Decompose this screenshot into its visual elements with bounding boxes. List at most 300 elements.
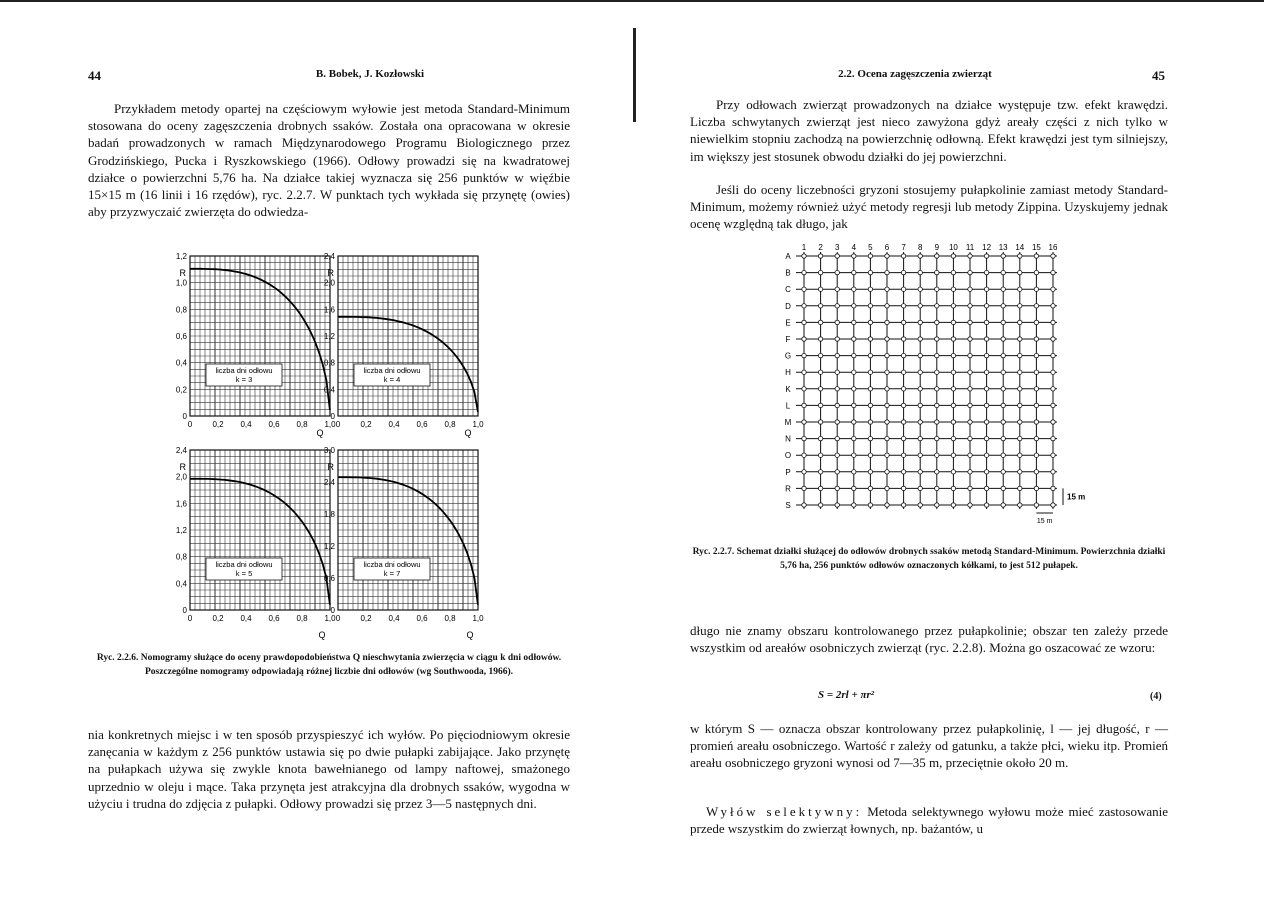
trap-point — [901, 453, 905, 457]
grid-column-label: 16 — [1048, 243, 1058, 252]
x-tick-label: 1,0 — [324, 614, 336, 623]
trap-point — [1018, 270, 1022, 274]
trap-point — [802, 287, 806, 291]
left-paragraph-1: Przykładem metody opartej na częściowym wyłowie jest metoda Standard-Minimum stosowana do oceny zagęszczenia drobnych ssaków. Została ona opracowana w okresie badań prowadzonych w ramach Międzynarodowego Programu Biologicznego przez Grodzińskiego, Pucka i Ryszkowskiego (1966). Odłowy prowadzi się na kwadratowej działce o powierzchni 5,76 ha. Na działce takiej wyznacza się 256 punktów w więźbie 15×15 m (16 linii i 16 rzędów), ryc. 2.2.7. W punktach tych wykłada się przynętę (owies) aby przyzwyczaić zwierzęta do odwiedza- — [88, 101, 570, 220]
grid-row-label: D — [785, 301, 791, 311]
trap-point — [968, 337, 972, 341]
book-spine — [633, 28, 636, 122]
trap-point — [852, 353, 856, 357]
trap-point — [951, 420, 955, 424]
trap-point — [968, 403, 972, 407]
paragraph-5-text: Metoda selektywnego wyłowu może mieć zastosowanie przede wszystkim do zwierząt łownych, np. bażantów, u — [690, 804, 1168, 837]
x-tick-label: 0,2 — [360, 420, 372, 429]
trap-point — [818, 403, 822, 407]
trap-point — [885, 436, 889, 440]
trap-point — [901, 503, 905, 507]
grid-column-label: 10 — [948, 243, 958, 252]
scale-label-vertical: 15 m — [1067, 492, 1086, 502]
trap-point — [951, 287, 955, 291]
trap-point — [951, 436, 955, 440]
y-tick-label: 1,2 — [323, 542, 335, 551]
trap-point — [1001, 270, 1005, 274]
trap-point — [852, 270, 856, 274]
figure-caption-left: Ryc. 2.2.6. Nomogramy służące do oceny prawdopodobieństwa Q nieschwytania zwierzęcia w ciągu k dni odłowów. Poszczególne nomogramy odpowiadają różnej liczbie dni odłowów (wg Southwooda, 1966). — [96, 653, 562, 677]
trap-point — [1034, 470, 1038, 474]
trap-point — [935, 453, 939, 457]
trap-point — [968, 503, 972, 507]
trap-point — [984, 503, 988, 507]
trap-point — [1018, 420, 1022, 424]
trap-point — [968, 486, 972, 490]
y-tick-label: 0,6 — [323, 574, 335, 583]
grid-column-label: 11 — [965, 243, 975, 252]
trap-point — [852, 387, 856, 391]
grid-row-label: F — [785, 335, 791, 344]
y-tick-label: 1,2 — [175, 526, 187, 535]
trap-point — [802, 486, 806, 490]
trap-point — [868, 387, 872, 391]
trap-point — [885, 370, 889, 374]
trap-point — [1001, 486, 1005, 490]
trap-point — [802, 320, 806, 324]
trap-point — [935, 287, 939, 291]
trap-point — [1051, 436, 1055, 440]
trap-point — [885, 304, 889, 308]
trap-point — [1034, 320, 1038, 324]
trap-point — [968, 304, 972, 308]
trap-point — [918, 270, 922, 274]
trap-point — [984, 470, 988, 474]
x-tick-label: 0,8 — [296, 420, 308, 429]
trap-point — [968, 254, 972, 258]
trap-point — [868, 287, 872, 291]
legend-k-label: k = 7 — [383, 569, 401, 578]
grid-column-label: 7 — [901, 243, 906, 252]
trap-point — [1018, 470, 1022, 474]
trap-point — [1018, 353, 1022, 357]
y-tick-label: 1,2 — [175, 252, 187, 261]
nomogram-panel — [176, 252, 336, 438]
trap-point — [852, 403, 856, 407]
y-tick-label: 2,0 — [323, 278, 335, 288]
trap-point — [868, 470, 872, 474]
trap-point — [818, 353, 822, 357]
trap-point — [852, 304, 856, 308]
trap-point — [901, 436, 905, 440]
trap-point — [868, 453, 872, 457]
trap-point — [1051, 403, 1055, 407]
trap-point — [818, 503, 822, 507]
grid-column-label: 8 — [917, 243, 923, 252]
trap-point — [1018, 337, 1022, 341]
trap-point — [1001, 420, 1005, 424]
trap-point — [1051, 387, 1055, 391]
trap-point — [984, 353, 988, 357]
x-axis-label: Q — [464, 428, 472, 438]
trap-point — [918, 387, 922, 391]
trap-point — [951, 337, 955, 341]
trap-point — [868, 353, 872, 357]
trap-point — [835, 370, 839, 374]
y-tick-label: 0,8 — [175, 552, 187, 562]
y-axis-label: R — [179, 268, 186, 278]
trap-point — [835, 337, 839, 341]
y-tick-label: 0,4 — [323, 385, 335, 395]
y-tick-label: 0,8 — [175, 305, 187, 315]
grid-column-label: 13 — [998, 243, 1008, 252]
trap-point — [885, 337, 889, 341]
trap-point — [835, 486, 839, 490]
trap-point — [1001, 503, 1005, 507]
trap-point — [818, 387, 822, 391]
y-tick-label: 1,6 — [323, 305, 335, 315]
trap-point — [1018, 287, 1022, 291]
trap-point — [1001, 320, 1005, 324]
trap-point — [1001, 304, 1005, 308]
trap-point — [802, 353, 806, 357]
trap-point — [1001, 387, 1005, 391]
trap-point — [835, 270, 839, 274]
nomogram-panel — [176, 446, 336, 640]
grid-column-label: 3 — [834, 243, 840, 252]
grid-row-label: B — [785, 268, 791, 278]
trap-point — [1001, 337, 1005, 341]
y-axis-label: R — [327, 268, 334, 278]
trap-point — [885, 486, 889, 490]
trap-point — [852, 486, 856, 490]
y-tick-label: 0 — [330, 412, 335, 421]
trap-point — [984, 453, 988, 457]
trap-point — [868, 370, 872, 374]
right-paragraph-2: Jeśli do oceny liczebności gryzoni stosujemy pułapkolinie zamiast metody Standard-Minimum, możemy również użyć metody regresji lub metody Zippina. Uzyskujemy jednak ocenę względną tak długo, jak — [690, 182, 1168, 232]
trap-point — [868, 320, 872, 324]
trap-point — [1034, 270, 1038, 274]
trap-point — [835, 453, 839, 457]
trap-point — [852, 453, 856, 457]
trap-point — [1034, 436, 1038, 440]
grid-row-label: S — [785, 501, 791, 510]
trap-point — [935, 420, 939, 424]
trap-point — [968, 387, 972, 391]
y-tick-label: 0,8 — [323, 358, 335, 368]
trap-point — [951, 486, 955, 490]
trap-point — [918, 503, 922, 507]
grid-column-label: 9 — [934, 243, 940, 252]
trap-point — [935, 470, 939, 474]
x-axis-label: Q — [318, 630, 326, 640]
trap-point — [1051, 254, 1055, 258]
trap-point — [885, 503, 889, 507]
trap-point — [1051, 287, 1055, 291]
x-tick-label: 0 — [187, 420, 193, 429]
trap-point — [852, 337, 856, 341]
right-paragraph-5 — [690, 803, 1168, 837]
y-tick-label: 1,0 — [175, 278, 187, 288]
trap-point — [818, 486, 822, 490]
trap-point — [1051, 337, 1055, 341]
y-axis-label: R — [327, 462, 334, 472]
trap-point — [935, 387, 939, 391]
y-tick-label: 1,8 — [323, 510, 335, 519]
trap-point — [802, 254, 806, 258]
trap-point — [935, 353, 939, 357]
trap-point — [868, 270, 872, 274]
paragraph-lead: Wyłów selektywny: — [706, 804, 863, 819]
grid-row-label: K — [785, 384, 791, 394]
left-paragraph-2: nia konkretnych miejsc i w ten sposób przyspieszyć ich wyłów. Po pięciodniowym okresie zanęcania w każdym z 256 punktów ustawia się po dwie pułapki zabijające. Jako przynętę na pułapkach używa się zwykle knota bawełnianego od lampy naftowej, smażonego uprzednio w oleju i mące. Taka przynęta jest atrakcyjna dla drobnych ssaków, wygodna w użyciu i trudna do zdjęcia z pułapki. Odłowy prowadzi się przez 3—5 następnych dni. — [88, 727, 570, 811]
trap-point — [852, 470, 856, 474]
trap-point — [1018, 486, 1022, 490]
x-tick-label: 0 — [335, 614, 341, 623]
trap-point — [835, 420, 839, 424]
grid-row-label: M — [784, 418, 792, 427]
trap-point — [868, 436, 872, 440]
trap-point — [1018, 320, 1022, 324]
legend-label: liczba dni odłowu — [363, 560, 421, 569]
scale-label-horizontal: 15 m — [1036, 518, 1053, 525]
trap-point — [868, 403, 872, 407]
trap-point — [802, 403, 806, 407]
trap-point — [1051, 453, 1055, 457]
x-tick-label: 0,4 — [240, 614, 252, 623]
x-tick-label: 0,6 — [268, 420, 280, 429]
trap-point — [1018, 370, 1022, 374]
trap-point — [818, 436, 822, 440]
trap-point — [885, 254, 889, 258]
x-tick-label: 0,4 — [388, 614, 400, 623]
trap-point — [1034, 486, 1038, 490]
trap-point — [852, 320, 856, 324]
trap-point — [951, 403, 955, 407]
y-tick-label: 0 — [182, 606, 187, 615]
trap-point — [835, 287, 839, 291]
trap-point — [818, 470, 822, 474]
trap-point — [1051, 420, 1055, 424]
trap-point — [835, 320, 839, 324]
x-tick-label: 0,8 — [444, 614, 456, 623]
y-tick-label: 0 — [330, 606, 335, 615]
trap-point — [818, 420, 822, 424]
trap-point — [1051, 320, 1055, 324]
y-tick-label: 0,4 — [175, 579, 187, 589]
x-tick-label: 1,0 — [324, 420, 336, 429]
trap-point — [918, 337, 922, 341]
trap-point — [802, 453, 806, 457]
trap-point — [835, 353, 839, 357]
trap-point — [901, 370, 905, 374]
trap-point — [802, 420, 806, 424]
trap-point — [835, 503, 839, 507]
x-tick-label: 0,2 — [212, 614, 224, 623]
trap-point — [951, 470, 955, 474]
trap-point — [918, 320, 922, 324]
x-tick-label: 0,4 — [388, 420, 400, 429]
trap-point — [951, 353, 955, 357]
trap-point — [901, 470, 905, 474]
trap-point — [1051, 270, 1055, 274]
grid-column-label: 15 — [1031, 243, 1041, 252]
trap-point — [1034, 420, 1038, 424]
trap-point — [918, 486, 922, 490]
trap-point — [918, 453, 922, 457]
trap-point — [868, 304, 872, 308]
trap-point — [802, 503, 806, 507]
grid-column-label: 14 — [1015, 243, 1025, 252]
y-tick-label: 0 — [182, 412, 187, 421]
x-tick-label: 0,6 — [416, 614, 428, 623]
trap-point — [984, 370, 988, 374]
trap-point — [818, 270, 822, 274]
y-axis-label: R — [179, 462, 186, 472]
x-tick-label: 0 — [187, 614, 193, 623]
right-paragraph-1: Przy odłowach zwierząt prowadzonych na działce występuje tzw. efekt krawędzi. Liczba schwytanych zwierząt jest nieco zawyżona gdyż areały części z nich tylko w niewielkim stopniu zachodzą na powierzchnię odłowną. Efekt krawędzi jest tym silniejszy, im większy jest stosunek obwodu działki do jej powierzchni. — [690, 97, 1168, 164]
trap-point — [1001, 370, 1005, 374]
right-paragraph-3: długo nie znamy obszaru kontrolowanego przez pułapkolinie; obszar ten zależy przede wszystkim od areałów osobniczych zwierząt (ryc. 2.2.8). Można go oszacować ze wzoru: — [690, 623, 1168, 656]
trap-point — [852, 503, 856, 507]
grid-row-label: A — [785, 252, 791, 261]
y-tick-label: 1,2 — [323, 332, 335, 341]
trap-point — [984, 387, 988, 391]
trap-point — [935, 486, 939, 490]
y-tick-label: 1,6 — [175, 499, 187, 509]
trap-point — [1034, 304, 1038, 308]
y-tick-label: 0,4 — [175, 358, 187, 368]
legend-label: liczba dni odłowu — [215, 366, 273, 375]
trap-point — [835, 387, 839, 391]
trap-point — [918, 254, 922, 258]
nomograms-figure — [160, 248, 500, 643]
legend-k-label: k = 3 — [235, 375, 253, 384]
trap-point — [951, 320, 955, 324]
trap-point — [885, 470, 889, 474]
trap-point — [901, 387, 905, 391]
trap-point — [935, 337, 939, 341]
y-tick-label: 0,6 — [175, 332, 187, 341]
trap-point — [1034, 353, 1038, 357]
trap-point — [951, 254, 955, 258]
equation-number: (4) — [1150, 691, 1162, 702]
trap-point — [885, 270, 889, 274]
x-axis-label: Q — [316, 428, 324, 438]
running-head-left: B. Bobek, J. Kozłowski — [315, 68, 425, 80]
trap-point — [984, 270, 988, 274]
trap-point — [1018, 304, 1022, 308]
trap-point — [1034, 503, 1038, 507]
trap-point — [968, 470, 972, 474]
trap-point — [968, 453, 972, 457]
trap-point — [835, 403, 839, 407]
x-tick-label: 0,6 — [268, 614, 280, 623]
trap-point — [935, 270, 939, 274]
grid-row-label: N — [785, 434, 791, 444]
grid-row-label: H — [785, 368, 791, 378]
trap-point — [818, 370, 822, 374]
x-tick-label: 1,0 — [472, 420, 484, 429]
trap-point — [984, 486, 988, 490]
trap-point — [901, 420, 905, 424]
trap-point — [951, 370, 955, 374]
grid-row-label: O — [784, 451, 792, 461]
trap-point — [1034, 254, 1038, 258]
right-paragraph-4: w którym S — oznacza obszar kontrolowany przez pułapkolinię, l — jej długość, r — promień areału osobniczego. Wartość r zależy od gatunku, a także płci, wieku itp. Promień areału osobniczego gryzoni wynosi od 7—35 m, przeciętnie około 20 m. — [690, 721, 1168, 771]
x-tick-label: 0,8 — [444, 420, 456, 429]
trap-point — [818, 304, 822, 308]
grid-row-label: L — [785, 401, 791, 411]
trap-point — [868, 254, 872, 258]
trap-point — [818, 254, 822, 258]
grid-column-label: 6 — [884, 243, 890, 252]
figure-caption-right: Ryc. 2.2.7. Schemat działki służącej do odłowów drobnych ssaków metodą Standard-Minimum. Powierzchnia działki 5,76 ha, 256 punktów odłowów oznaczonych kółkami, to jest 512 pułapek. — [692, 547, 1166, 571]
grid-column-label: 2 — [818, 243, 823, 252]
trap-point — [802, 436, 806, 440]
legend-k-label: k = 5 — [235, 569, 253, 578]
nomogram-panel — [324, 252, 484, 438]
grid-row-label: R — [785, 484, 791, 494]
trap-point — [901, 337, 905, 341]
trap-grid-figure — [780, 238, 1100, 538]
trap-point — [802, 337, 806, 341]
trap-point — [968, 436, 972, 440]
legend-k-label: k = 4 — [383, 375, 401, 384]
trap-point — [984, 436, 988, 440]
trap-point — [868, 503, 872, 507]
trap-point — [1018, 436, 1022, 440]
trap-point — [802, 304, 806, 308]
trap-point — [1051, 470, 1055, 474]
trap-point — [984, 403, 988, 407]
trap-point — [935, 304, 939, 308]
trap-point — [968, 420, 972, 424]
trap-point — [1001, 470, 1005, 474]
running-head-right: 2.2. Ocena zagęszczenia zwierząt — [838, 68, 992, 80]
trap-point — [1001, 287, 1005, 291]
trap-point — [1001, 453, 1005, 457]
trap-point — [1051, 304, 1055, 308]
trap-point — [802, 470, 806, 474]
trap-point — [1018, 254, 1022, 258]
y-tick-label: 3,0 — [323, 446, 335, 455]
trap-point — [885, 287, 889, 291]
trap-point — [984, 320, 988, 324]
trap-point — [901, 287, 905, 291]
x-tick-label: 1,0 — [472, 614, 484, 623]
trap-point — [868, 486, 872, 490]
legend-label: liczba dni odłowu — [363, 366, 421, 375]
trap-point — [935, 254, 939, 258]
grid-row-label: C — [785, 285, 791, 295]
y-tick-label: 2,0 — [175, 472, 187, 482]
trap-point — [1034, 387, 1038, 391]
trap-point — [802, 270, 806, 274]
trap-point — [984, 254, 988, 258]
grid-column-label: 4 — [851, 243, 857, 252]
trap-point — [901, 320, 905, 324]
trap-point — [918, 470, 922, 474]
nomogram-panel — [324, 446, 484, 640]
trap-point — [918, 370, 922, 374]
grid-column-label: 5 — [868, 243, 873, 252]
trap-point — [885, 403, 889, 407]
trap-point — [935, 503, 939, 507]
x-axis-label: Q — [466, 630, 474, 640]
trap-point — [852, 420, 856, 424]
trap-point — [868, 420, 872, 424]
legend-label: liczba dni odłowu — [215, 560, 273, 569]
trap-point — [885, 387, 889, 391]
equation: S = 2rl + πr² — [818, 689, 875, 701]
trap-point — [852, 254, 856, 258]
grid-row-label: P — [785, 467, 791, 477]
